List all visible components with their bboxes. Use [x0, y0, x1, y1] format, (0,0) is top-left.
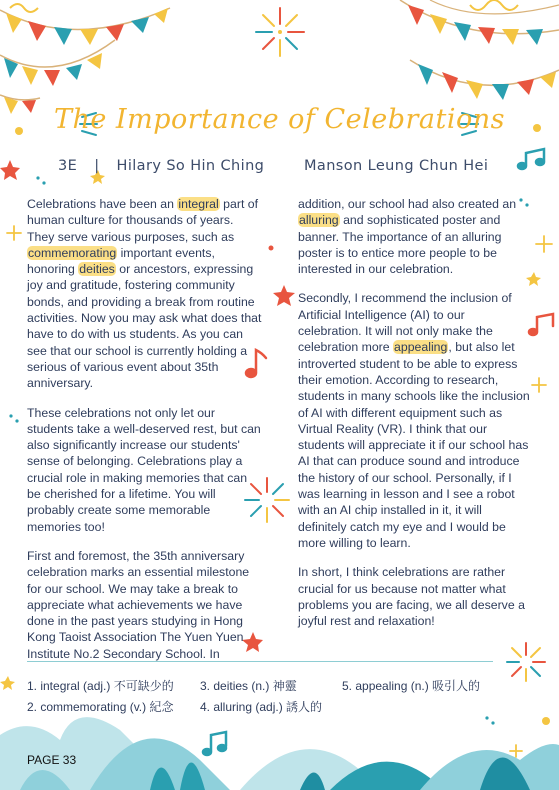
left-column	[27, 196, 263, 675]
vocab-item: 4. alluring (adj.) 誘人的	[200, 700, 323, 714]
paragraph	[298, 196, 530, 277]
paragraph	[27, 196, 263, 392]
right-column	[298, 196, 530, 642]
highlight-word: alluring	[299, 213, 339, 228]
paragraph	[298, 290, 530, 551]
star-icon	[273, 285, 295, 306]
text-run: , but also let introverted student to be able to express their emotion. According to research, students in many schools like the inclusion of AI with different equipment such as Virtual Reality (VR). I think that our students will appreciate it if our school has AI that can produce sound and introduce the history of our school. Personally, if I was learning in lesson and I see a robot with an AI chip installed in it, it will definitely catch my eye and I would be more willing to learn.	[298, 340, 530, 550]
firework-right-icon	[507, 643, 545, 681]
music-note-icon	[529, 314, 553, 335]
divider	[27, 661, 493, 662]
text-run: or ancestors, expressing joy and gratitude, fostering community bonds, and providing a break from routine activities. Now you may ask what does that have to do with us students. As you can see that our school is currently holding a serious of various event about 35th anniversary.	[27, 262, 262, 391]
highlight-word: appealing	[394, 340, 448, 355]
author-separator: |	[94, 158, 100, 174]
vocab-item: 5. appealing (n.) 吸引人的	[342, 679, 481, 693]
paragraph: First and foremost, the 35th anniversary celebration marks an essential milestone for our school. We may take a break to appreciate what achievements we have done in the past years studying in Hong Kong Taoist Association The Yuen Yuen Institute No.2 Secondary School. In	[27, 548, 250, 661]
author-name-1: Hilary So Hin Ching	[116, 158, 265, 174]
text-run: part of human culture for thousands of years. They serve various purposes, such as	[27, 197, 259, 244]
paragraph: In short, I think celebrations are rather crucial for us because not matter what problems you are facing, we all deserve a joyful rest and relaxation!	[298, 565, 525, 629]
highlight-word: commemorating	[28, 245, 117, 260]
text-run: addition, our school had also created an	[298, 197, 517, 211]
star-icon	[0, 676, 15, 690]
class-label: 3E	[58, 158, 78, 174]
highlight-word: integral	[178, 197, 219, 211]
text-run: Secondly, I recommend the inclusion of Artificial Intelligence (AI) to our celebration. It will not only make the celebration more	[298, 291, 512, 355]
music-note-icon	[203, 732, 226, 755]
highlight-word: deities	[79, 262, 115, 277]
text-run: Celebrations have been an	[27, 197, 178, 211]
vocab-item: 2. commemorating (v.) 紀念	[27, 700, 174, 714]
foliage-bottom-icon	[0, 717, 559, 790]
text-run: and sophisticated poster and banner. The importance of an alluring poster is to entice more people to be interested in our celebration.	[298, 213, 502, 277]
author-name-2: Manson Leung Chun Hei	[304, 158, 489, 174]
bunting-left-icon	[0, 4, 170, 114]
bunting-right-icon	[400, 0, 559, 100]
vocab-item: 3. deities (n.) 神靈	[200, 679, 297, 693]
firework-top-icon	[256, 8, 304, 56]
author-line	[58, 158, 528, 174]
page-title: The Importance of Celebrations	[53, 104, 506, 135]
paragraph: These celebrations not only let our students take a well-deserved rest, but can also significantly increase our students' sense of belonging. Celebrations play a crucial role in making memories that can be cherished for a lifetime. You will probably create some memorable memories too!	[27, 405, 261, 534]
page-number: PAGE 33	[27, 753, 77, 767]
text-run: important events, honoring	[27, 245, 215, 277]
star-icon	[0, 160, 20, 180]
vocab-item: 1. integral (adj.) 不可缺少的	[27, 679, 174, 693]
